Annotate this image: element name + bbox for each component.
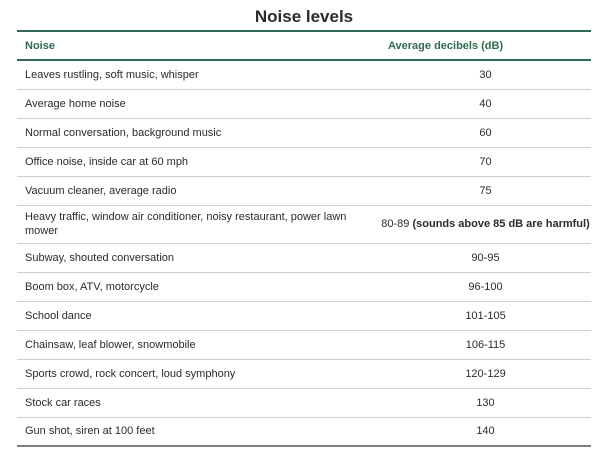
- cell-noise-source: Gun shot, siren at 100 feet: [17, 417, 380, 446]
- cell-noise-source: Average home noise: [17, 89, 380, 118]
- decibel-value: 140: [476, 425, 495, 438]
- harm-warning-note: (sounds above 85 dB are harmful): [412, 218, 590, 230]
- cell-decibels: [380, 89, 591, 118]
- cell-decibels: [380, 147, 591, 176]
- table-header: [17, 31, 591, 60]
- noise-levels-table: [17, 30, 591, 447]
- decibel-value: 90-95: [471, 251, 500, 264]
- cell-decibels: [380, 388, 591, 417]
- table-row: [17, 60, 591, 89]
- decibel-value: 96-100: [468, 280, 503, 293]
- table-row: [17, 330, 591, 359]
- cell-decibels: [380, 205, 591, 243]
- cell-noise-source: Office noise, inside car at 60 mph: [17, 147, 380, 176]
- decibel-value: 120-129: [465, 367, 506, 380]
- table-header-row: [17, 31, 591, 60]
- cell-decibels: [380, 118, 591, 147]
- cell-decibels: [380, 243, 591, 272]
- cell-noise-source: School dance: [17, 301, 380, 330]
- column-header-noise: Noise: [17, 31, 380, 60]
- cell-decibels: [380, 417, 591, 446]
- table-row: [17, 388, 591, 417]
- cell-decibels: [380, 330, 591, 359]
- cell-noise-source: Sports crowd, rock concert, loud symphony: [17, 359, 380, 388]
- table-row: [17, 301, 591, 330]
- decibel-value: 30: [479, 68, 492, 81]
- cell-noise-source: Chainsaw, leaf blower, snowmobile: [17, 330, 380, 359]
- page-title: Noise levels: [254, 7, 354, 26]
- cell-noise-source: Stock car races: [17, 388, 380, 417]
- cell-decibels: [380, 301, 591, 330]
- cell-decibels: [380, 272, 591, 301]
- cell-decibels: [380, 60, 591, 89]
- decibel-value: 130: [476, 396, 495, 409]
- decibel-value: 40: [479, 97, 492, 110]
- cell-noise-source: Heavy traffic, window air conditioner, noisy restaurant, power lawn mower: [17, 205, 380, 243]
- table-row: [17, 243, 591, 272]
- table-row: [17, 272, 591, 301]
- decibel-value: 60: [479, 126, 492, 139]
- decibel-value: 75: [479, 184, 492, 197]
- decibel-value: 70: [479, 155, 492, 168]
- table-row: [17, 205, 591, 243]
- cell-noise-source: Boom box, ATV, motorcycle: [17, 272, 380, 301]
- cell-decibels: [380, 359, 591, 388]
- table-row: [17, 147, 591, 176]
- cell-noise-source: Leaves rustling, soft music, whisper: [17, 60, 380, 89]
- cell-noise-source: Subway, shouted conversation: [17, 243, 380, 272]
- decibel-value: 106-115: [465, 338, 506, 351]
- column-header-decibels: Average decibels (dB): [380, 31, 591, 60]
- table-row: [17, 89, 591, 118]
- cell-decibels: [380, 176, 591, 205]
- table-row: [17, 359, 591, 388]
- decibel-value: 101-105: [465, 309, 506, 322]
- table-row: [17, 417, 591, 446]
- table-row: [17, 118, 591, 147]
- table-row: [17, 176, 591, 205]
- cell-noise-source: Vacuum cleaner, average radio: [17, 176, 380, 205]
- decibel-value: 80-89: [381, 218, 410, 230]
- cell-noise-source: Normal conversation, background music: [17, 118, 380, 147]
- table-body: [17, 60, 591, 446]
